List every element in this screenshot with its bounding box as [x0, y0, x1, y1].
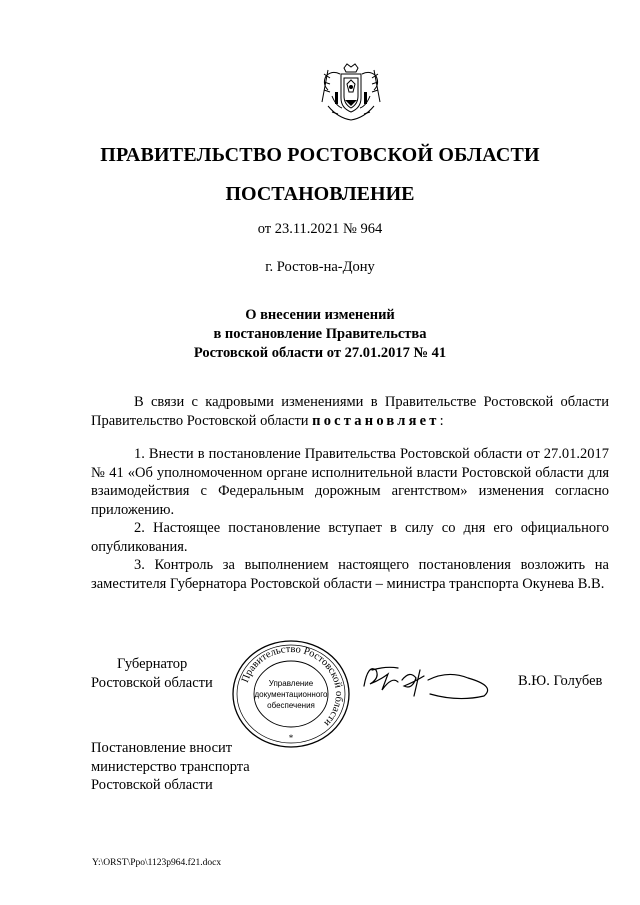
subject-line: О внесении изменений	[245, 307, 395, 323]
submitted-by-line: министерство транспорта	[91, 758, 250, 775]
submitted-by	[91, 739, 250, 795]
stamp-center-line: Управление	[268, 679, 314, 688]
stamp-center-line: документационного	[254, 690, 328, 699]
preamble-end: :	[439, 412, 444, 429]
position-line: Ростовской области	[91, 674, 213, 691]
decision-item-2: 2. Настоящее постановление вступает в силу со дня его официального опубликования.	[91, 520, 609, 555]
document-subject	[0, 306, 640, 363]
signatory-position	[91, 655, 213, 692]
subject-line: Ростовской области от 27.01.2017 № 41	[193, 345, 447, 361]
decision-items	[91, 445, 609, 593]
official-stamp	[230, 638, 352, 750]
submitted-by-line: Ростовской области	[91, 777, 213, 793]
submitted-by-line: Постановление вносит	[91, 740, 233, 756]
signatory-name: В.Ю. Голубев	[518, 673, 603, 689]
star-icon: *	[288, 733, 294, 743]
position-line: Губернатор	[117, 656, 188, 672]
decision-item-1: 1. Внести в постановление Правительства Ростовской области от 27.01.2017 № 41 «Об уполномоченном органе исполнительной власти Ростовской области для взаимодействия с Федеральным дорожным агентством» изменения согласно приложению.	[91, 446, 609, 518]
government-title: ПРАВИТЕЛЬСТВО РОСТОВСКОЙ ОБЛАСТИ	[100, 144, 540, 166]
preamble-verb: постановляет	[312, 412, 440, 429]
preamble-paragraph	[91, 393, 609, 430]
coat-of-arms-icon	[318, 62, 384, 126]
stamp-center-line: обеспечения	[267, 701, 315, 710]
handwritten-signature	[358, 656, 498, 704]
document-date-number: от 23.11.2021 № 964	[257, 221, 383, 237]
subject-line: в постановление Правительства	[213, 326, 427, 342]
preamble-text: В связи с кадровыми изменениями в Правительстве Ростовской области Правительство Ростовской области	[91, 394, 609, 429]
document-city: г. Ростов-на-Дону	[265, 259, 375, 275]
file-path: Y:\ORST\Ppo\1123p964.f21.docx	[92, 858, 222, 868]
decision-item-3: 3. Контроль за выполнением настоящего постановления возложить на заместителя Губернатора Ростовской области – министра транспорта Окунева В.В.	[91, 557, 609, 592]
document-type: ПОСТАНОВЛЕНИЕ	[225, 183, 415, 205]
stamp-ring-text: Правительство Ростовской области	[239, 643, 345, 729]
